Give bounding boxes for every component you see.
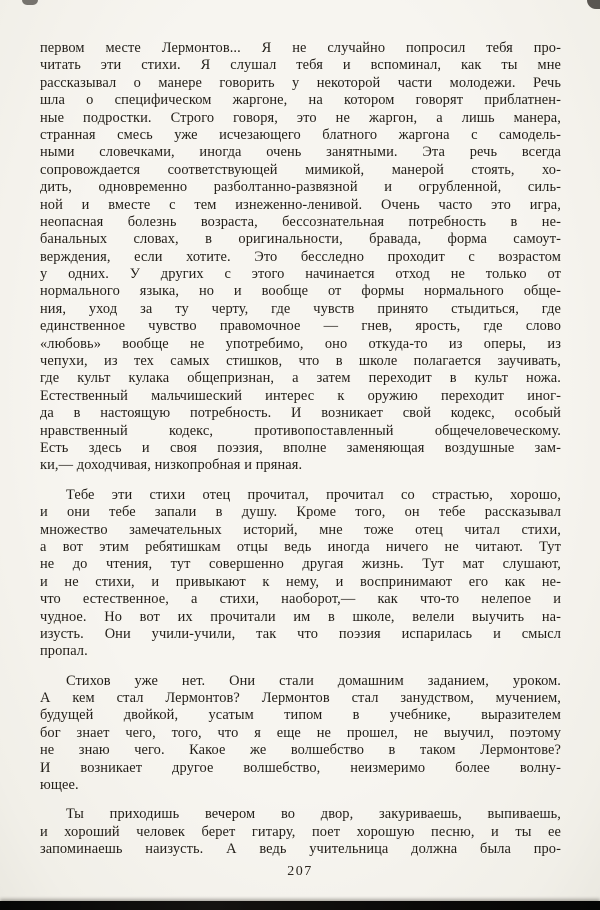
paragraph [40,806,561,858]
text-line: не знаю чего. Какое же волшебство в таком Лермонтове? [40,742,561,759]
scan-edge-bottom [0,901,600,910]
text-line: дить, одновременно разболтанно-развязной и огрубленной, силь- [40,179,561,196]
text-line: и не стихи, и привыкают к нему, и воспринимают его как не- [40,573,561,590]
text-line: и хороший человек берет гитару, поет хорошую песню, и ты ее [40,823,561,840]
paragraph [40,487,561,661]
text-line: ющее. [40,777,79,794]
text-line: будущей двойкой, усатым типом в учебнике, выразителем [40,707,561,724]
text-line: нормального языка, но и вообще от формы нормального обще- [40,283,561,300]
text-line: Ты приходишь вечером во двор, закуриваешь, выпиваешь, [66,806,561,823]
text-line: ния, уход за ту черту, где чувств принято стыдиться, где [40,300,561,317]
text-line: изусть. Они учили-учили, так что поэзия испарилась и смысл [40,625,561,642]
text-line: ными словечками, иногда очень занятными. Эта речь всегда [40,144,561,161]
text-line: неопасная болезнь возраста, бессознательная потребность в не- [40,213,561,230]
text-line: «любовь» вообще не употребимо, оно откуда-то из оперы, из [40,335,561,352]
text-line: да в настоящую потребность. И возникает свой кодекс, особый [40,405,561,422]
text-line: что естественное, а стихи, наоборот,— как что-то нелепое и [40,591,561,608]
text-line: единственное чувство правомочное — гнев, ярость, где слово [40,318,561,335]
text-line: и они тебе запали в душу. Кроме того, он тебе рассказывал [40,504,561,521]
text-line: ные подростки. Строго говоря, это не жаргон, а лишь манера, [40,109,561,126]
paragraph [40,673,561,795]
text-line: Стихов уже нет. Они стали домашним заданием, уроком. [66,672,561,689]
text-line: рассказывал о манере говорить у некоторой части молодежи. Речь [40,74,561,91]
text-line: у одних. У других с этого начинается отход не только от [40,266,561,283]
text-line: первом месте Лермонтов... Я не случайно попросил тебя про- [40,40,561,56]
text-line: ной и вместе с тем изнеженно-ленивой. Очень часто это игра, [40,196,561,213]
text-line: Естественный мальчишеский интерес к оружию переходит иног- [40,387,561,404]
text-line: запоминаешь наизусть. А ведь учительница должна была про- [40,841,561,858]
text-block [40,40,561,859]
text-line: верждения, если хотите. Это бесследно проходит с возрастом [40,248,561,265]
text-line: читать эти стихи. Я слушал тебя и вспоминал, как ты мне [40,57,561,74]
scan-artifact-top-left [22,0,38,5]
text-line: сопровождается соответствующей мимикой, манерой стоять, хо- [40,161,561,178]
paragraph [40,40,561,475]
text-line: бог знает чего, того, что я еще не прошел, не выучил, поэтому [40,724,561,741]
text-line: А кем стал Лермонтов? Лермонтов стал занудством, мучением, [40,690,561,707]
text-line: ки,— доходчивая, низкопробная и пряная. [40,457,303,474]
text-line: чепухи, из тех самых стишков, что в школе полагается заучивать, [40,353,561,370]
text-line: нравственный кодекс, противопоставленный общечеловеческому. [40,422,561,439]
text-line: Есть здесь и своя поэзия, вполне заменяющая воздушные зам- [40,439,561,456]
text-line: не до чтения, тут совершенно другая жизнь. Тут мат слушают, [40,556,561,573]
text-line: Тебе эти стихи отец прочитал, прочитал со страстью, хорошо, [66,486,561,503]
text-line: пропал. [40,643,88,660]
text-line: банальных словах, в оригинальности, бравада, форма самоут- [40,231,561,248]
text-line: странная смесь уже исчезающего блатного жаргона с самодель- [40,126,561,143]
text-line: множество замечательных историй, мне тоже отец читал стихи, [40,521,561,538]
text-line: чудное. Но вот их прочитали им в школе, велели выучить на- [40,608,561,625]
page-number: 207 [287,864,313,879]
text-line: где культ кулака общепризнан, а затем переходит в культ ножа. [40,370,561,387]
text-line: а вот этим ребятишкам отцы ведь иногда ничего не читают. Тут [40,538,561,555]
text-line: шла о специфическом жаргоне, на котором говорят приблатнен- [40,92,561,109]
text-line: И возникает другое волшебство, неизмеримо более волну- [40,759,561,776]
scan-artifact-top-right [587,0,600,9]
